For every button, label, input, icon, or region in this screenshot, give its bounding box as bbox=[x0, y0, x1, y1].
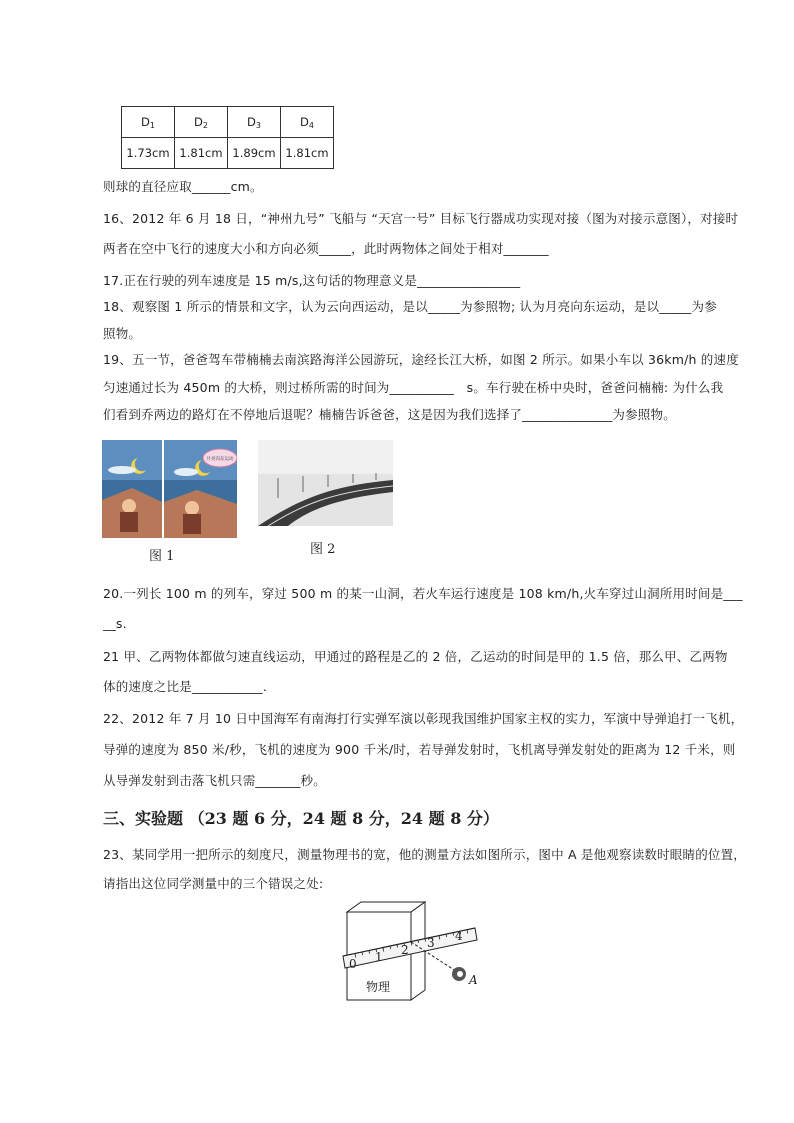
question-22-line-1: 22、2012 年 7 月 10 日中国海军有南海打行实弹军演以彰现我国维护国家主权的实力，军演中导弹追打一飞机， bbox=[103, 711, 744, 726]
figure-1-caption: 图 1 bbox=[149, 549, 175, 564]
table-header-cell: $D_2$ bbox=[175, 107, 228, 138]
section-heading: 三、实验题 （23 题 6 分，24 题 8 分，24 题 8 分） bbox=[103, 809, 499, 828]
measurement-table bbox=[121, 106, 334, 169]
table-cell: 1.81cm bbox=[175, 138, 228, 169]
table-cell: 1.89cm bbox=[228, 138, 281, 169]
text-line: 则球的直径应取______cm。 bbox=[103, 179, 263, 194]
table-cell: 1.81cm bbox=[281, 138, 334, 169]
book-label: 物理 bbox=[366, 980, 391, 994]
table-header-cell: $D_4$ bbox=[281, 107, 334, 138]
ruler-tick-label: 4 bbox=[455, 929, 463, 943]
question-22-line-3: 从导弹发射到击落飞机只需_______秒。 bbox=[103, 773, 326, 788]
ruler-tick-label: 0 bbox=[349, 957, 357, 971]
ruler-tick-label: 1 bbox=[375, 950, 383, 964]
question-19-line-1: 19、五一节，爸爸驾车带楠楠去南滨路海洋公园游玩，途经长江大桥，如图 2 所示。如果小车以 36km/h 的速度 bbox=[103, 352, 739, 367]
question-22-line-2: 导弹的速度为 850 米/秒，飞机的速度为 900 千米/时，若导弹发射时，飞机离导弹发射处的距离为 12 千米，则 bbox=[103, 742, 736, 757]
question-21-line-2: 体的速度之比是___________. bbox=[103, 679, 268, 694]
table-header-row bbox=[122, 107, 334, 138]
ruler-tick-label: 2 bbox=[401, 943, 409, 957]
table-header-cell: $D_3$ bbox=[228, 107, 281, 138]
eye-label: A bbox=[469, 973, 478, 987]
question-21-line-1: 21 甲、乙两物体都做匀速直线运动，甲通过的路程是乙的 2 倍，乙运动的时间是甲的 1.5 倍，那么甲、乙两物 bbox=[103, 649, 728, 664]
ruler-book-figure bbox=[335, 898, 485, 1004]
question-16-line-1: 16、2012 年 6 月 18 日，“神州九号” 飞船与 “天宫一号” 目标飞行器成功实现对接（图为对接示意图），对接时 bbox=[103, 211, 739, 226]
table-cell: 1.73cm bbox=[122, 138, 175, 169]
question-18-line-1: 18、观察图 1 所示的情景和文字，认为云向西运动，是以_____为参照物; 认为月亮向东运动，是以_____为参 bbox=[103, 299, 717, 314]
question-17: 17.正在行驶的列车速度是 15 m/s,这句话的物理意义是________________ bbox=[103, 273, 521, 288]
question-20-line-2: __s. bbox=[103, 616, 127, 631]
question-20-line-1: 20.一列长 100 m 的列车，穿过 500 m 的某一山洞，若火车运行速度是 108 km/h,火车穿过山洞所用时间是___ bbox=[103, 586, 743, 601]
subscript: 1 bbox=[149, 120, 155, 130]
ruler-tick-label: 3 bbox=[427, 936, 435, 950]
question-23-line-2: 请指出这位同学测量中的三个错误之处: bbox=[103, 876, 324, 891]
question-18-line-2: 照物。 bbox=[103, 326, 142, 341]
table-row bbox=[122, 138, 334, 169]
figure-2-caption: 图 2 bbox=[310, 542, 336, 557]
question-16-line-2: 两者在空中飞行的速度大小和方向必须_____，此时两物体之间处于相对_______ bbox=[103, 241, 549, 256]
subscript: 2 bbox=[202, 120, 208, 130]
question-19-line-3: 们看到乔两边的路灯在不停地后退呢？楠楠告诉爸爸，这是因为我们选择了______________为参照物。 bbox=[103, 407, 676, 422]
subscript: 3 bbox=[255, 120, 261, 130]
question-19-line-2: 匀速通过长为 450m 的大桥，则过桥所需的时间为__________ s。车行驶在桥中央时，爸爸问楠楠: 为什么我 bbox=[103, 380, 724, 395]
figure-1-image bbox=[102, 440, 237, 538]
subscript: 4 bbox=[308, 120, 314, 130]
table-header-cell: $D_1$ bbox=[122, 107, 175, 138]
question-23-line-1: 23、某同学用一把所示的刻度尺，测量物理书的宽，他的测量方法如图所示，图中 A 是他观察读数时眼睛的位置， bbox=[103, 847, 747, 862]
figure-2-image bbox=[258, 440, 393, 526]
figure-1-bubble-text: 月亮向东运动 bbox=[206, 457, 234, 462]
